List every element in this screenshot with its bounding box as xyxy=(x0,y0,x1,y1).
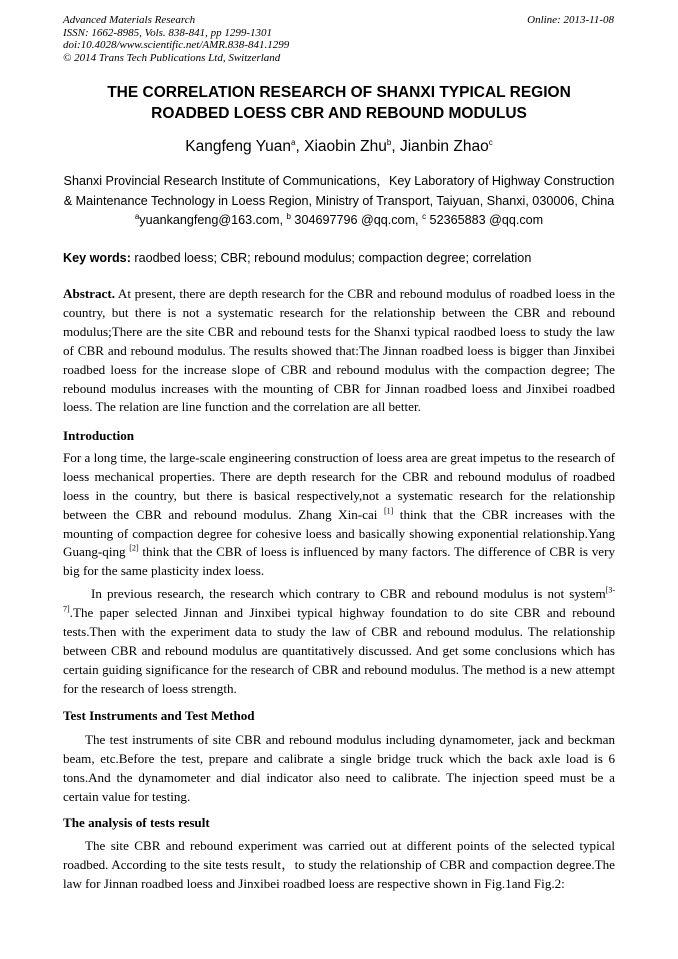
keywords xyxy=(63,249,531,267)
text: think that the CBR increases with the mounting of compaction degree for cohesive loess and basically showing exponential relationship.Yang Guang-qing xyxy=(63,506,615,560)
abstract xyxy=(63,285,615,417)
journal-name: Advanced Materials Research xyxy=(63,14,196,26)
author-sup: a xyxy=(291,137,296,147)
paper-title xyxy=(40,82,638,124)
paragraph: The test instruments of site CBR and rebound modulus including dynamometer, jack and beckman beam, etc.Before the test, prepare and calibrate a single bridge truck which the back axle load is 6 tons.And the dynamometer and dial indicator also need to calibrate. The injection speed must be a certain value for testing. xyxy=(63,731,615,804)
abstract-text: At present, there are depth research for the CBR and rebound modulus of roadbed loess in the country, but there is not a systematic research for the relationship between the CBR and rebound modulus;There are the site CBR and rebound tests for the Shanxi typical raodbed loess to study the law of CBR and rebound modulus. The results showed that:The Jinnan roadbed loess is bigger than Jinxibei roadbed loess for the increase slope of CBR and rebound modulus with the compaction degree; The rebound modulus increases with the mounting of CBR for Jinnan roadbed loess and Jinxibei roadbed loess. The relation are line function and the correlation are all better. xyxy=(63,286,615,415)
text: In previous research, the research which contrary to CBR and rebound modulus is not system xyxy=(91,586,606,602)
doi: doi:10.4028/www.scientific.net/AMR.838-841.1299 xyxy=(63,39,290,51)
analysis-section xyxy=(63,814,615,894)
author-sup: b xyxy=(386,137,392,147)
email: yuankangfeng@163.com, xyxy=(139,213,287,227)
text: .The paper selected Jinnan and Jinxibei typical highway foundation to do site CBR and rebound tests.Then with the experiment data to study the law of CBR and rebound modulus. The relationship between CBR and rebound modulus are quantitatively discussed. And get some conclusions which has certain guiding significance for the research of CBR and rebound modulus. The method is a new attempt for the research of loess strength. xyxy=(63,605,615,696)
emails xyxy=(0,211,678,229)
online-date: Online: 2013-11-08 xyxy=(527,14,614,26)
issn: ISSN: 1662-8985, Vols. 838-841, pp 1299-1301 xyxy=(63,26,272,39)
title-line: ROADBED LOESS CBR AND REBOUND MODULUS xyxy=(151,105,527,122)
copyright: © 2014 Trans Tech Publications Ltd, Switzerland xyxy=(63,51,281,64)
email-sup: c xyxy=(422,211,427,221)
introduction-section xyxy=(63,427,615,699)
text: For a long time, the large-scale engineering construction of loess area are great impetus to the research of loess mechanical properties. There are depth research for the CBR and rebound modulus of roadbed loess in the country, but there is basical respectively,not a systematic research for the relationship between the CBR and rebound modulus. Zhang Xin-cai xyxy=(63,449,615,522)
email-sup: a xyxy=(134,211,140,221)
method-section xyxy=(63,707,615,807)
affiliation-line: Shanxi Provincial Research Institute of Communications，Key Laboratory of Highway Construction xyxy=(63,174,615,188)
email-sup: b xyxy=(286,211,291,221)
author-sup: c xyxy=(488,137,493,147)
author: Xiaobin Zhu xyxy=(304,138,387,155)
section-heading: Test Instruments and Test Method xyxy=(63,708,255,723)
paragraph xyxy=(63,449,615,581)
keywords-text: raodbed loess; CBR; rebound modulus; compaction degree; correlation xyxy=(130,251,532,265)
paragraph xyxy=(63,585,615,698)
author: Jianbin Zhao xyxy=(399,138,489,155)
author: Kangfeng Yuan xyxy=(185,138,292,155)
citation: [1] xyxy=(383,506,394,516)
keywords-label: Key words: xyxy=(63,251,131,265)
email: 52365883 @qq.com xyxy=(426,213,544,227)
affiliation-line: & Maintenance Technology in Loess Region, Ministry of Transport, Taiyuan, Shanxi, 030006, China xyxy=(63,193,615,208)
email: 304697796 @qq.com, xyxy=(290,213,423,227)
section-heading: The analysis of tests result xyxy=(63,815,210,830)
title-line: THE CORRELATION RESEARCH OF SHANXI TYPICAL REGION xyxy=(107,84,571,101)
paragraph: The site CBR and rebound experiment was carried out at different points of the selected typical roadbed. According to the site tests result，to study the relationship of CBR and compaction degree.The law for Jinnan roadbed loess and Jinxibei roadbed loess are respective shown in Fig.1and Fig.2: xyxy=(63,837,615,891)
text: think that the CBR of loess is influenced by many factors. The difference of CBR is very big for the same plasticity index loess. xyxy=(63,544,615,579)
citation: [2] xyxy=(129,544,139,554)
affiliation xyxy=(40,172,638,211)
authors: Kangfeng Yuan$^a$, Xiaobin Zhu$^b$, Jianbin Zhao$^c$ xyxy=(185,137,493,155)
abstract-label: Abstract. xyxy=(63,286,115,301)
journal-header xyxy=(63,14,289,64)
citation: [3-7] xyxy=(63,585,615,614)
section-heading: Introduction xyxy=(63,428,135,443)
